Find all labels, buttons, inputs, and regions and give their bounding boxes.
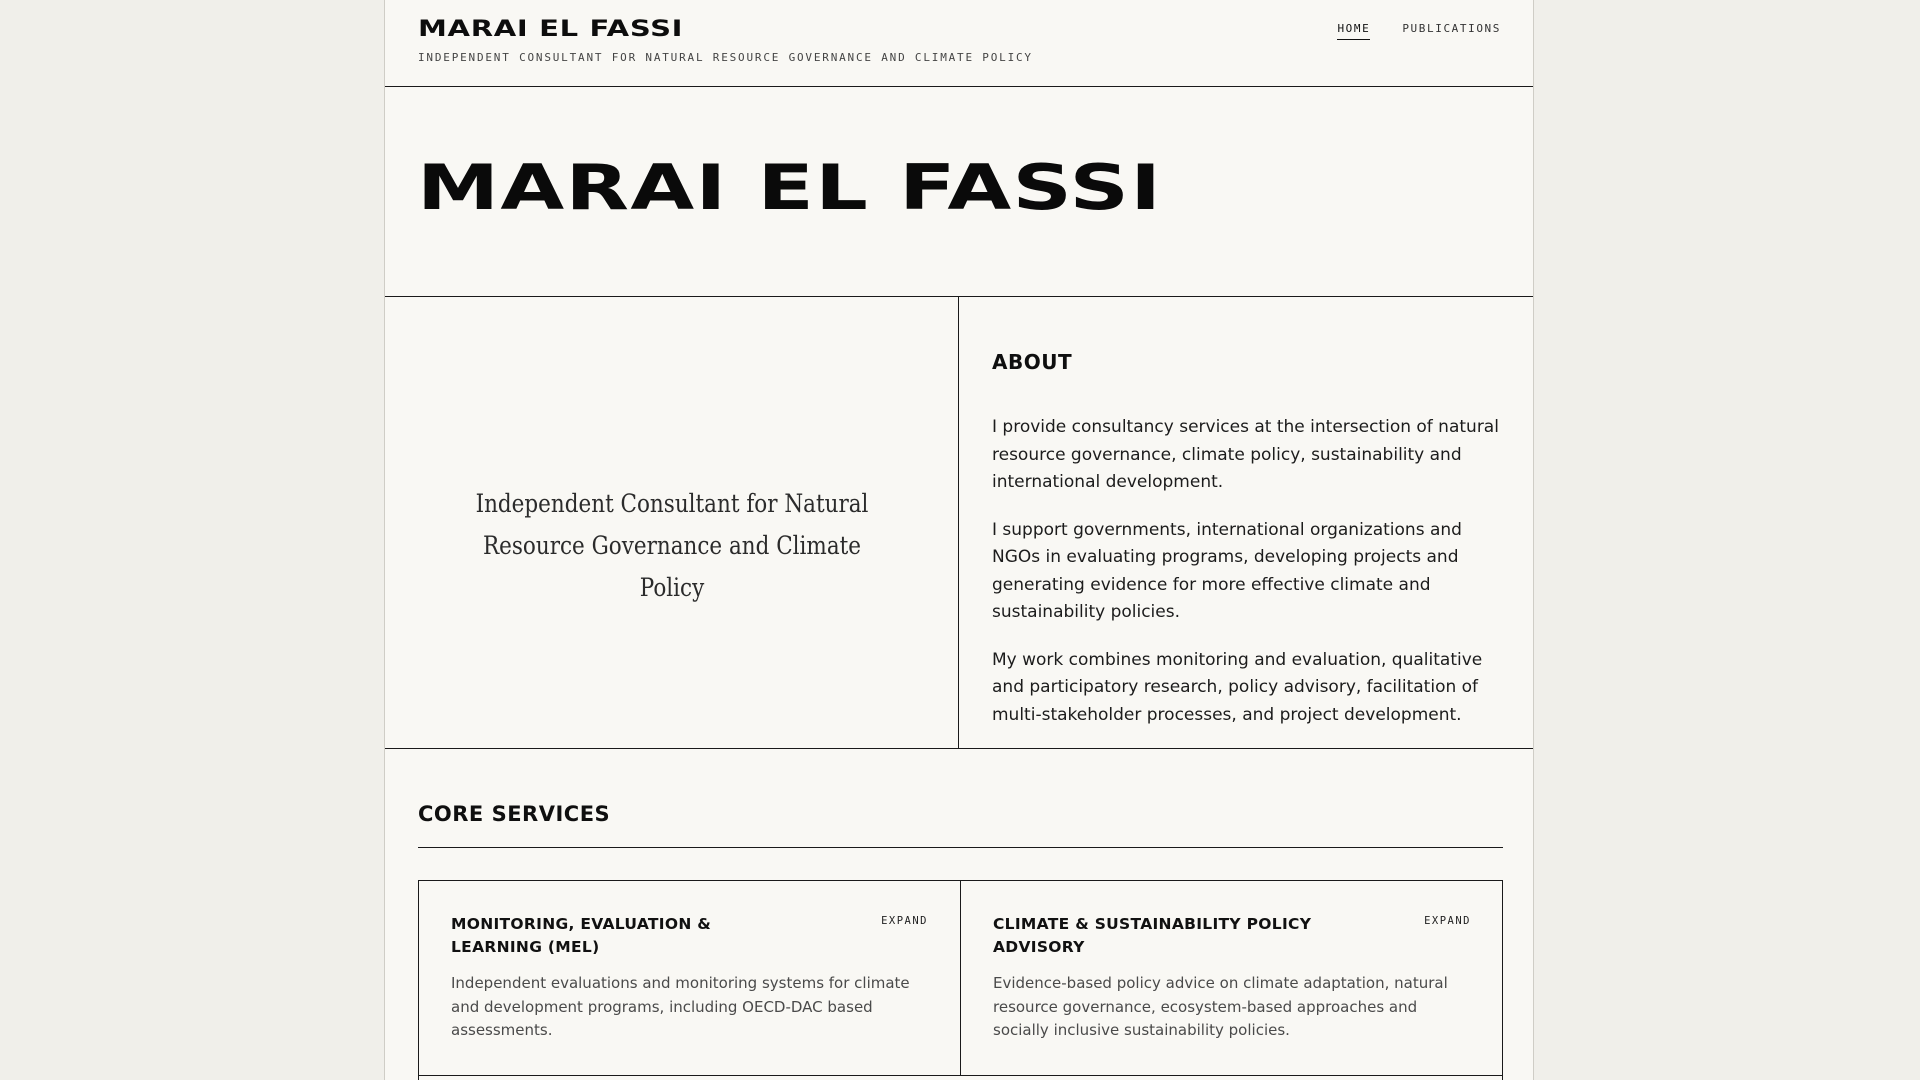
hero-title: MARAI EL FASSI	[417, 151, 1163, 224]
about-paragraph: I support governments, international organizations and NGOs in evaluating programs, developing projects and generating evidence for more effective climate and sustainability policies.	[992, 519, 1462, 622]
site-header	[385, 0, 1533, 87]
service-title: MONITORING, EVALUATION & LEARNING (MEL)	[451, 915, 712, 956]
about-body	[992, 414, 1512, 749]
brand-title[interactable]: MARAI EL FASSI	[418, 17, 684, 42]
service-card-policy-advisory	[961, 881, 1503, 1076]
expand-button[interactable]: EXPAND	[881, 915, 928, 927]
expand-button[interactable]: EXPAND	[1424, 915, 1471, 927]
about-paragraph: My work combines monitoring and evaluation, qualitative and participatory research, policy advisory, facilitation of multi-stakeholder processes, and project development.	[992, 649, 1483, 725]
hero-section	[385, 87, 1533, 297]
nav-home-link[interactable]: HOME	[1337, 22, 1370, 40]
service-title: CLIMATE & SUSTAINABILITY POLICY ADVISORY	[993, 915, 1312, 956]
service-description: Independent evaluations and monitoring systems for climate and development programs, including OECD-DAC based assessments.	[451, 974, 910, 1039]
services-heading: CORE SERVICES	[418, 802, 611, 826]
page-container	[384, 0, 1534, 1080]
brand-tagline: INDEPENDENT CONSULTANT FOR NATURAL RESOURCE GOVERNANCE AND CLIMATE POLICY	[418, 51, 1033, 64]
service-card-mel	[419, 881, 961, 1076]
nav-publications-link[interactable]: PUBLICATIONS	[1402, 22, 1501, 35]
about-panel	[959, 297, 1533, 748]
service-description: Evidence-based policy advice on climate adaptation, natural resource governance, ecosystem-based approaches and socially inclusive sustainability policies.	[993, 974, 1448, 1039]
services-divider	[418, 847, 1503, 848]
intro-about-section	[385, 297, 1533, 749]
about-paragraph: I provide consultancy services at the intersection of natural resource governance, climate policy, sustainability and international development.	[992, 417, 1499, 492]
intro-quote: Independent Consultant for Natural Resource Governance and Climate Policy	[475, 489, 869, 602]
main-nav	[1337, 22, 1501, 40]
about-heading: ABOUT	[992, 350, 1073, 374]
intro-panel	[385, 297, 959, 748]
services-grid	[418, 880, 1503, 1080]
